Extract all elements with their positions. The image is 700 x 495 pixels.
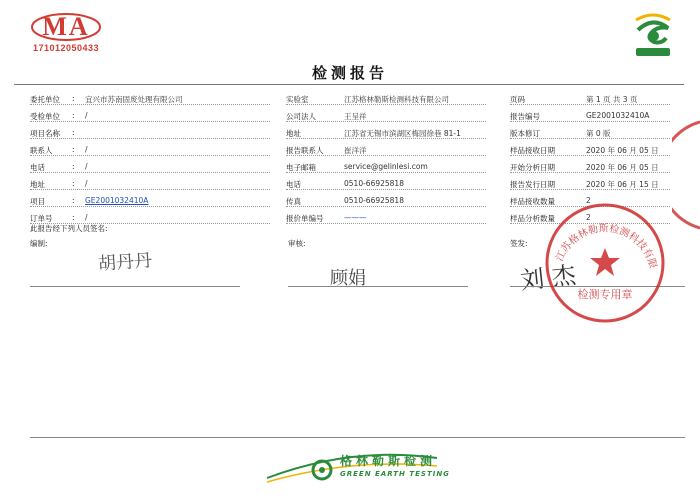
field-row [286,211,486,227]
field-label: 开始分析日期 [510,163,555,172]
divider [510,172,670,173]
field-value: 宜兴市苏南固废处理有限公司 [85,95,183,104]
field-value: 江苏省无锡市滨湖区梅园徐巷 81-1 [344,129,461,138]
field-row [510,109,670,125]
divider [286,223,486,224]
field-row [510,126,670,142]
svg-text:江苏格林勒斯检测科技有限公司: 江苏格林勒斯检测科技有限 [554,223,659,270]
field-label: 受检单位 [30,112,60,121]
compiler-signature: 胡丹丹 [97,250,153,275]
field-row [286,194,486,210]
approver-label: 签发: [510,239,528,248]
reviewer-label: 审核: [288,239,306,248]
field-row: 项目 : GE2001032410A [30,194,270,210]
field-label: 报价单编号 [286,214,324,223]
field-row: 地址 : / [30,177,270,193]
divider [30,121,270,122]
divider [286,172,486,173]
field-label: 项目 [30,197,45,206]
field-row: 订单号 : / [30,211,270,227]
field-row [286,143,486,159]
field-row [286,92,486,108]
divider [286,155,486,156]
field-label: 页码 [510,95,525,104]
project-link[interactable]: GE2001032410A [85,196,149,205]
divider [30,104,270,105]
field-label: 样品分析数量 [510,214,555,223]
field-label: 项目名称 [30,129,60,138]
field-row: 委托单位 : 宜兴市苏南固废处理有限公司 [30,92,270,108]
divider [30,189,270,190]
field-label: 版本修订 [510,129,540,138]
divider [30,172,270,173]
cma-text: MA [42,12,90,41]
field-row: 电话 : / [30,160,270,176]
field-label: 联系人 [30,146,53,155]
field-value: ——— [344,213,367,222]
field-row [510,177,670,193]
field-value: 2 [586,196,591,205]
field-row [286,160,486,176]
divider [30,206,270,207]
field-row [286,177,486,193]
field-value: / [85,111,88,120]
cma-code: 171012050433 [32,43,100,53]
field-row: 联系人 : / [30,143,270,159]
field-value: 2020 年 06 月 05 日 [586,146,659,155]
field-value: / [85,179,88,188]
field-row [510,92,670,108]
footer-brand-en: GREEN EARTH TESTING [340,470,450,478]
field-row: 受检单位 : / [30,109,270,125]
report-title: 检测报告 [311,64,388,82]
svg-text:检测专用章: 检测专用章 [577,288,633,301]
field-value: 王呈祥 [344,112,367,121]
divider [286,138,486,139]
field-value: 0510-66925818 [344,179,404,188]
field-label: 报告编号 [510,112,540,121]
field-label: 电子邮箱 [286,163,316,172]
field-label: 订单号 [30,214,53,223]
field-value: 2020 年 06 月 15 日 [586,180,659,189]
field-label: 电话 [286,180,301,189]
field-value: / [85,213,88,222]
field-value: GE2001032410A [586,111,650,120]
field-row [286,126,486,142]
field-label: 报告发行日期 [510,180,555,189]
field-value: 0510-66925818 [344,196,404,205]
field-row [286,109,486,125]
field-value: 第 1 页 共 3 页 [586,95,638,104]
signature-line [30,286,240,287]
field-label: 地址 [30,180,45,189]
field-label: 报告联系人 [286,146,324,155]
field-row: 项目名称 : [30,126,270,142]
field-value: 2020 年 06 月 05 日 [586,163,659,172]
divider [286,206,486,207]
field-label: 公司法人 [286,112,316,121]
compiler-label: 编制: [30,239,48,248]
field-label: 传真 [286,197,301,206]
signoff-intro: 此报告经下列人员签名: [30,224,108,233]
divider [286,121,486,122]
company-seal-stamp [540,198,670,328]
field-label: 样品接收数量 [510,197,555,206]
reviewer-signature: 顾娟 [330,268,366,289]
title-divider [14,84,684,85]
divider [286,189,486,190]
divider [286,104,486,105]
field-value: / [85,162,88,171]
brand-logo-icon [628,12,678,58]
field-label: 地址 [286,129,301,138]
field-value: 第 0 版 [586,129,611,138]
divider [30,155,270,156]
field-value: / [85,145,88,154]
field-value: 崔洋洋 [344,146,367,155]
field-value: 2 [586,213,591,222]
edge-seal-stamp [672,120,700,230]
divider [510,138,670,139]
divider [510,121,670,122]
field-label: 委托单位 [30,95,60,104]
signature-line [288,286,468,287]
field-row [510,143,670,159]
field-label: 样品接收日期 [510,146,555,155]
divider [510,104,670,105]
field-label: 实验室 [286,95,309,104]
field-label: 电话 [30,163,45,172]
field-row [510,160,670,176]
divider [510,155,670,156]
divider [510,189,670,190]
field-value: 江苏格林勒斯检测科技有限公司 [344,95,449,104]
email-link[interactable]: service@gelinlesi.com [344,162,428,171]
footer-divider [30,437,685,438]
approver-signature: 刘 杰 [518,261,578,295]
footer-brand-cn: 格林勒斯检测 [340,454,437,468]
divider [30,138,270,139]
